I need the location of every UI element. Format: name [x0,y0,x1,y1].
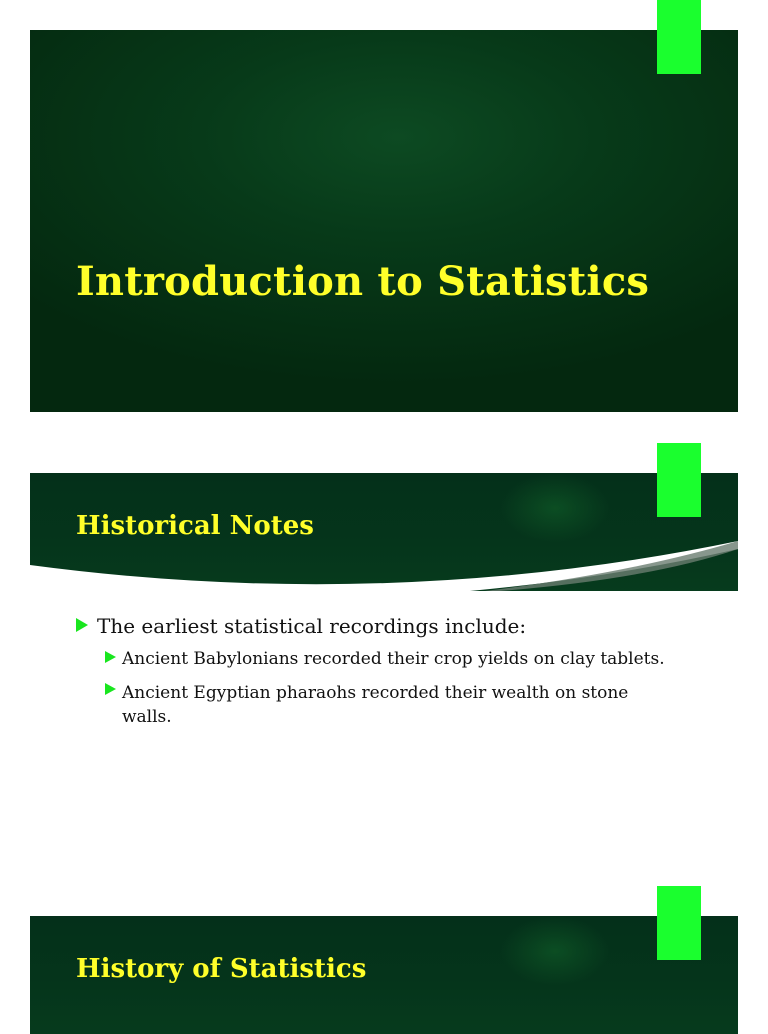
slide-title: Introduction to Statistics [76,258,650,305]
bullet-text: Ancient Egyptian pharaohs recorded their wealth on stone walls. [122,683,629,727]
title-slide [30,30,738,412]
slide-title: History of Statistics [76,954,367,984]
bullet-text: The earliest statistical recordings include: [97,614,527,638]
slide-header-band [30,916,738,1034]
bullet-text: Ancient Babylonians recorded their crop yields on clay tablets. [122,649,665,669]
green-accent-tab [657,886,701,960]
slide-title: Historical Notes [76,511,314,541]
green-accent-tab [657,443,701,517]
bullet-arrow-icon [76,618,88,632]
green-accent-tab [657,0,701,74]
background-glow [500,916,610,986]
slide-header-band [30,473,738,591]
bullet-arrow-icon [105,683,116,695]
bullet-arrow-icon [105,651,116,663]
